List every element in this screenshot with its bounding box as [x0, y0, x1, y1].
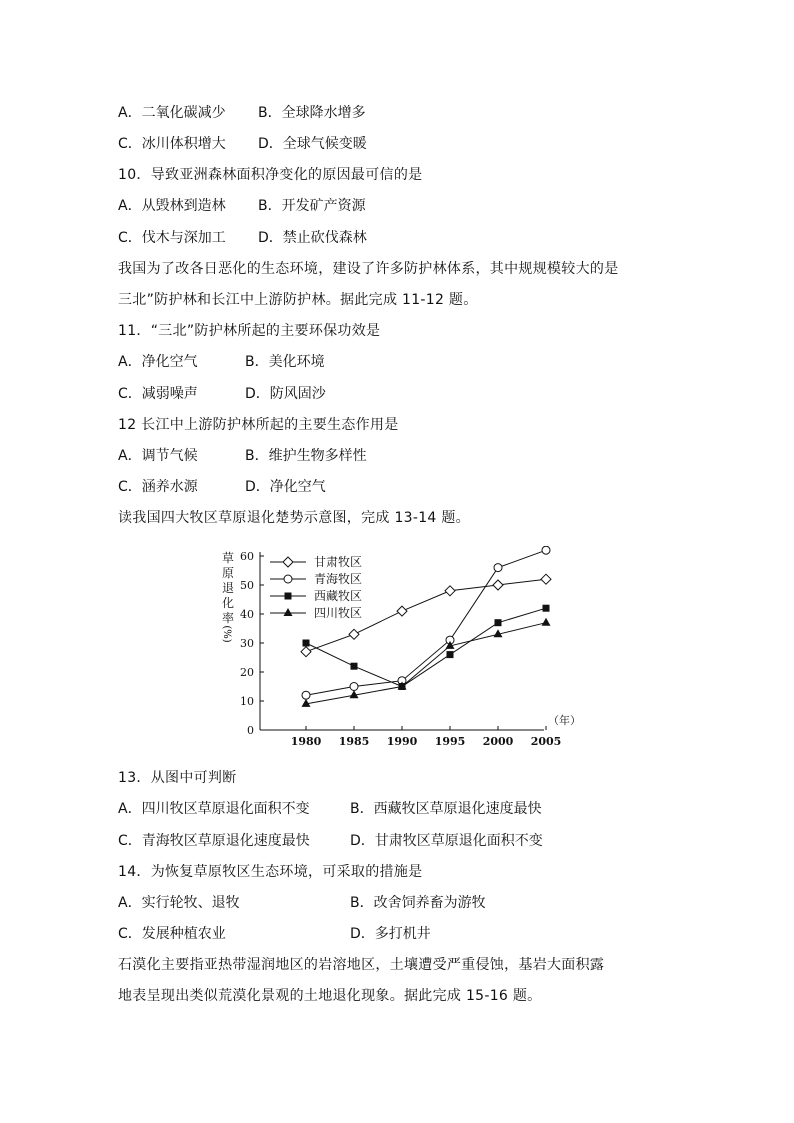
intro-11-12-line2: 三北”防护林和长江中上游防护林。据此完成 11-12 题。: [118, 292, 478, 308]
y-label-char: 草: [221, 551, 235, 565]
data-point-series-3: [495, 619, 502, 626]
q13-option-c: C．青海牧区草原退化速度最快: [118, 833, 310, 849]
intro-13-14: 读我国四大牧区草原退化楚势示意图，完成 13-14 题。: [118, 510, 470, 526]
data-point-series-4: [542, 618, 551, 626]
q12-stem: 12 长江中上游防护林所起的主要生态作用是: [118, 417, 399, 433]
y-tick-label: 10: [240, 695, 254, 708]
q11-stem: 11．“三北”防护林所起的主要环保功效是: [118, 323, 381, 339]
q10-option-b: B．开发矿产资源: [258, 198, 366, 214]
q13-option-b: B．西藏牧区草原退化速度最快: [350, 801, 542, 817]
q14-option-a: A．实行轮牧、退牧: [118, 895, 240, 911]
q13-option-d: D．甘肃牧区草原退化面积不变: [350, 833, 543, 849]
data-point-series-2: [302, 691, 310, 699]
x-tick-label: 2005: [530, 735, 562, 748]
grassland-degradation-chart: [214, 546, 594, 751]
y-tick-label: 60: [240, 550, 254, 563]
q13-stem: 13．从图中可判断: [118, 770, 237, 786]
q11-option-c: C．减弱噪声: [118, 386, 198, 402]
chart-series: [301, 546, 551, 707]
q13-option-a: A．四川牧区草原退化面积不变: [118, 801, 310, 817]
y-tick-label: 20: [240, 666, 254, 679]
data-point-series-2: [542, 546, 550, 554]
x-tick-label: 1985: [338, 735, 370, 748]
y-label-char: 率: [221, 611, 235, 625]
q9-option-a: A．二氧化碳减少: [118, 105, 226, 121]
q12-option-d: D．净化空气: [245, 479, 326, 495]
legend-label: 西藏牧区: [314, 589, 363, 603]
q14-option-c: C．发展种植农业: [118, 926, 226, 942]
y-label-unit: (%): [221, 625, 232, 643]
data-point-series-2: [494, 564, 502, 572]
data-point-series-1: [493, 580, 503, 590]
q10-option-c: C．伐木与深加工: [118, 230, 226, 246]
legend-marker: [285, 593, 292, 600]
x-axis-unit-label: （年）: [548, 714, 581, 727]
x-tick-label: 1995: [434, 735, 466, 748]
data-point-series-2: [350, 683, 358, 691]
legend-marker: [284, 575, 292, 583]
q10-option-d: D．禁止砍伐森林: [258, 230, 367, 246]
q11-option-b: B．美化环境: [245, 354, 325, 370]
q14-option-d: D．多打机井: [350, 926, 431, 942]
intro-11-12-line1: 我国为了改各日恶化的生态环境，建设了许多防护林体系，其中规规模较大的是: [118, 261, 619, 277]
q12-option-c: C．涵养水源: [118, 479, 198, 495]
q12-option-a: A．调节气候: [118, 448, 198, 464]
y-tick-label: 40: [240, 608, 254, 621]
q9-option-c: C．冰川体积增大: [118, 136, 226, 152]
q9-option-b: B．全球降水增多: [258, 105, 366, 121]
intro-15-16-line2: 地表呈现出类似荒漠化景观的土地退化现象。据此完成 15-16 题。: [118, 988, 542, 1004]
legend-label: 甘肃牧区: [314, 555, 363, 569]
data-point-series-1: [541, 574, 551, 584]
y-tick-label: 50: [240, 579, 254, 592]
data-point-series-3: [447, 651, 454, 658]
chart-y-axis-label: [221, 550, 234, 643]
legend-marker: [284, 608, 293, 616]
x-tick-label: 1990: [386, 735, 418, 748]
legend-label: 青海牧区: [314, 572, 363, 586]
q11-option-d: D．防风固沙: [245, 386, 326, 402]
y-label-char: 化: [221, 596, 235, 610]
y-tick-label: 30: [240, 637, 254, 650]
q12-option-b: B．维护生物多样性: [245, 448, 367, 464]
chart-legend: [270, 554, 362, 620]
data-point-series-3: [543, 605, 550, 612]
y-label-char: 退: [221, 581, 235, 595]
data-point-series-1: [445, 586, 455, 596]
y-label-char: 原: [221, 566, 235, 580]
data-point-series-3: [351, 663, 358, 670]
legend-label: 四川牧区: [314, 606, 363, 620]
x-tick-label: 1980: [290, 735, 322, 748]
q10-stem: 10．导致亚洲森林面积净变化的原因最可信的是: [118, 167, 423, 183]
series-line-4: [306, 623, 546, 704]
x-tick-label: 2000: [482, 735, 514, 748]
q14-option-b: B．改舍饲养畜为游牧: [350, 895, 486, 911]
q9-option-d: D．全球气候变暖: [258, 136, 367, 152]
legend-marker: [283, 557, 293, 567]
q11-option-a: A．净化空气: [118, 354, 198, 370]
y-tick-label: 0: [247, 724, 254, 737]
data-point-series-3: [303, 640, 310, 647]
q14-stem: 14．为恢复草原牧区生态环境，可采取的措施是: [118, 864, 423, 880]
data-point-series-1: [301, 647, 311, 657]
intro-15-16-line1: 石漠化主要指亚热带湿润地区的岩溶地区，土壤遭受严重侵蚀，基岩大面积露: [118, 957, 605, 973]
data-point-series-1: [349, 629, 359, 639]
q10-option-a: A．从毁林到造林: [118, 198, 226, 214]
data-point-series-1: [397, 606, 407, 616]
